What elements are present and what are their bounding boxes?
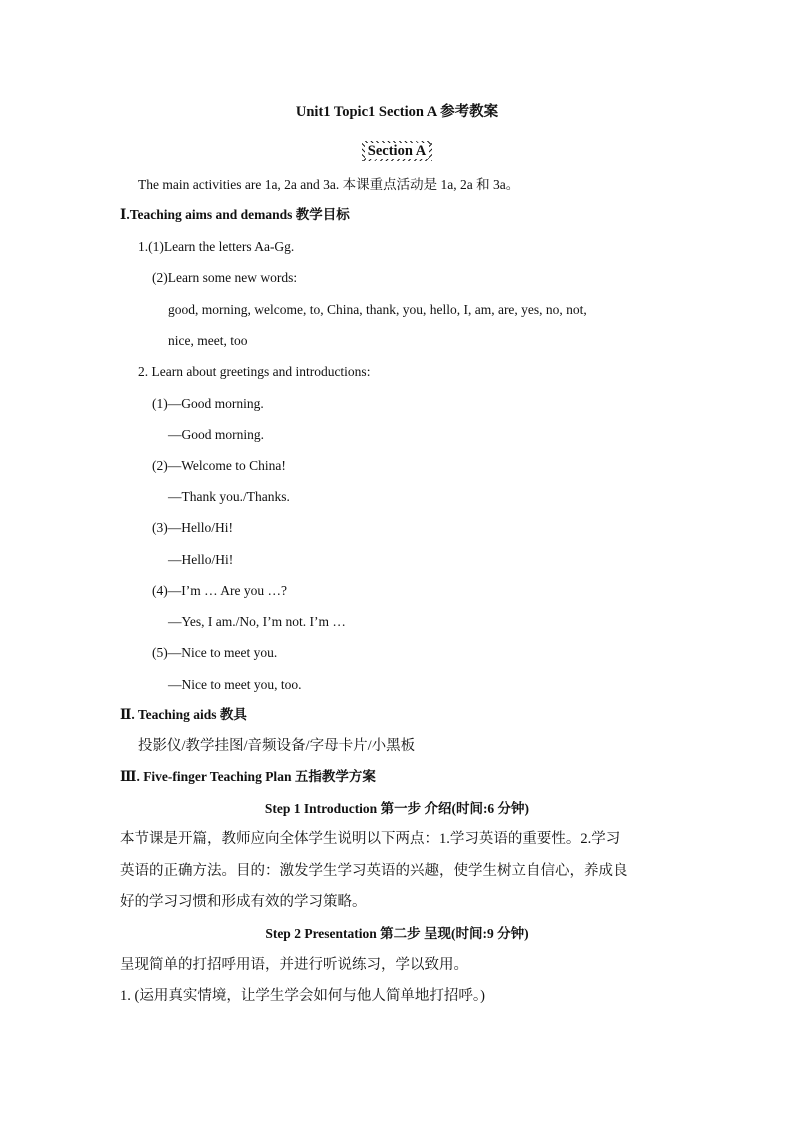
dialog-3-line-1: (3)—Hello/Hi! [152, 520, 233, 535]
dialog-4-line-2: —Yes, I am./No, I’m not. I’m … [168, 614, 346, 629]
word-list-line-1: good, morning, welcome, to, China, thank, you, hello, I, am, are, yes, no, not, [168, 302, 587, 317]
part3-heading: Ⅲ. Five-finger Teaching Plan 五指教学方案 [120, 769, 376, 784]
aim-1-2: (2)Learn some new words: [152, 270, 298, 285]
part2-heading: Ⅱ. Teaching aids 教具 [120, 707, 247, 722]
section-badge [0, 139, 794, 163]
dialog-3-line-2: —Hello/Hi! [168, 552, 234, 567]
dialog-1-line-2: —Good morning. [168, 427, 264, 442]
dialog-5-line-1: (5)—Nice to meet you. [152, 645, 278, 660]
aim-1-1: 1.(1)Learn the letters Aa-Gg. [138, 239, 295, 254]
teaching-aids-list: 投影仪/教学挂图/音频设备/字母卡片/小黑板 [138, 738, 416, 754]
dialog-1-line-1: (1)—Good morning. [152, 396, 264, 411]
step1-paragraph-line-3: 好的学习习惯和形成有效的学习策略。 [120, 894, 367, 910]
step2-paragraph-line-2: 1. (运用真实情境，让学生学会如何与他人简单地打招呼。) [120, 988, 485, 1004]
section-badge-label: Section A [367, 143, 427, 159]
dialog-2-line-2: —Thank you./Thanks. [168, 489, 290, 504]
intro-text: The main activities are 1a, 2a and 3a. 本课重点活动是 1a, 2a 和 3a。 [138, 177, 520, 192]
step1-paragraph-line-1: 本节课是开篇，教师应向全体学生说明以下两点：1.学习英语的重要性。2.学习 [120, 831, 621, 847]
step2-paragraph-line-1: 呈现简单的打招呼用语，并进行听说练习，学以致用。 [120, 957, 468, 973]
dialog-5-line-2: —Nice to meet you, too. [168, 677, 302, 692]
step1-paragraph-line-2: 英语的正确方法。目的：激发学生学习英语的兴趣，使学生树立自信心，养成良 [120, 863, 628, 879]
word-list-line-2: nice, meet, too [168, 333, 248, 348]
page-title: Unit1 Topic1 Section A 参考教案 [295, 104, 499, 120]
aim-2: 2. Learn about greetings and introductions: [138, 364, 371, 379]
dialog-4-line-1: (4)—I’m … Are you …? [152, 583, 287, 598]
step1-heading: Step 1 Introduction 第一步 介绍(时间:6 分钟) [264, 801, 530, 816]
step2-heading: Step 2 Presentation 第二步 呈现(时间:9 分钟) [265, 926, 529, 941]
dialog-2-line-1: (2)—Welcome to China! [152, 458, 286, 473]
part1-heading: Ⅰ.Teaching aims and demands 教学目标 [120, 207, 350, 222]
